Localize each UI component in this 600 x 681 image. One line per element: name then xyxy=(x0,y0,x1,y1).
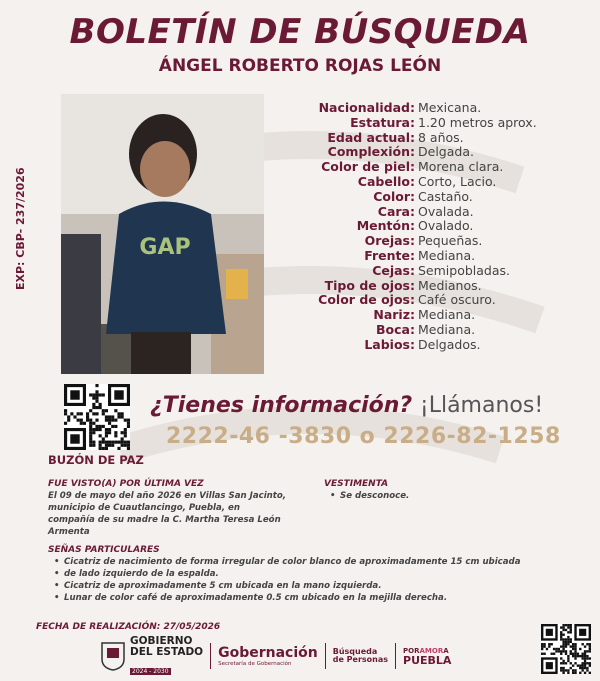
detail-row xyxy=(280,160,590,175)
last-seen-heading: FUE VISTO(A) POR ÚLTIMA VEZ xyxy=(48,479,204,489)
last-seen-line: Armenta xyxy=(48,527,90,537)
detail-row xyxy=(280,101,590,116)
detail-value: Delgados. xyxy=(418,336,481,352)
detail-value: 8 años. xyxy=(418,129,464,145)
detail-label: Color de piel: xyxy=(321,159,415,175)
detail-label: Nacionalidad: xyxy=(318,100,415,115)
detail-label: Cara: xyxy=(377,203,415,219)
phone-numbers: 2222-46 -3830 o 2226-82-1258 xyxy=(166,424,561,449)
detail-label: Cabello: xyxy=(357,173,415,189)
a-word: A xyxy=(443,646,449,655)
detail-value: Mediana. xyxy=(418,247,476,263)
detail-value: 1.20 metros aprox. xyxy=(418,114,537,130)
detail-row xyxy=(280,116,590,131)
detail-row xyxy=(280,131,590,146)
detail-row xyxy=(280,249,590,264)
logo-divider xyxy=(395,643,396,669)
detail-value: Ovalada. xyxy=(418,203,474,219)
clothing-heading: VESTIMENTA xyxy=(324,479,389,489)
person-name: ÁNGEL ROBERTO ROJAS LEÓN xyxy=(158,56,442,76)
busqueda-text: Búsqueda xyxy=(332,646,378,656)
busqueda-logo xyxy=(333,648,388,665)
por-word: POR xyxy=(403,646,420,655)
detail-value: Morena clara. xyxy=(418,159,504,175)
detail-value: Corto, Lacio. xyxy=(418,173,497,189)
detail-row xyxy=(280,219,590,234)
detail-value: Ovalado. xyxy=(418,218,474,234)
puebla-text: PUEBLA xyxy=(403,653,452,667)
footer-logos xyxy=(100,636,460,676)
detail-row xyxy=(280,234,590,249)
detail-row xyxy=(280,279,590,294)
gobierno-text: GOBIERNO xyxy=(130,634,193,647)
detail-row xyxy=(280,308,590,323)
mark-item-continued: • de lado izquierdo de la espalda. xyxy=(52,568,521,580)
call-text: ¡Llámanos! xyxy=(419,393,544,418)
detail-label: Color: xyxy=(373,188,415,204)
detail-row xyxy=(280,323,590,338)
last-seen-line: El 09 de mayo del año 2026 en Villas San Jacinto, xyxy=(48,491,287,501)
detail-value: Café oscuro. xyxy=(418,292,496,308)
detail-label: Mentón: xyxy=(356,218,415,234)
detail-value: Medianos. xyxy=(418,277,482,293)
info-question xyxy=(150,393,543,418)
last-seen-line: municipio de Cuautlancingo, Puebla, en xyxy=(48,503,240,513)
clothing-item: • Se desconoce. xyxy=(328,490,409,502)
physical-details xyxy=(280,101,590,353)
detail-value: Mediana. xyxy=(418,321,476,337)
detail-row xyxy=(280,293,590,308)
detail-row xyxy=(280,190,590,205)
last-seen-text xyxy=(48,490,286,538)
detail-value: Pequeñas. xyxy=(418,233,483,249)
info-question-text: ¿Tienes información? xyxy=(150,393,413,418)
gobernacion-text: Gobernación xyxy=(218,644,318,661)
state-seal-icon xyxy=(100,641,126,671)
detail-value: Castaño. xyxy=(418,188,473,204)
gobernacion-logo xyxy=(218,646,318,667)
years-text: 2024 - 2030 xyxy=(132,667,169,675)
detail-row xyxy=(280,145,590,160)
amor-word: AMOR xyxy=(419,646,444,655)
bulletin-title: BOLETÍN DE BÚSQUEDA xyxy=(69,12,531,52)
por-amor-puebla-logo xyxy=(403,647,451,666)
mark-item: • Cicatriz de nacimiento de forma irregular de color blanco de aproximadamente 15 cm ubicada xyxy=(52,556,521,568)
detail-label: Tipo de ojos: xyxy=(324,277,415,293)
gobernacion-sub: Secretaría de Gobernación xyxy=(218,660,292,667)
personas-text: de Personas xyxy=(332,655,389,664)
detail-row xyxy=(280,205,590,220)
detail-value: Semipobladas. xyxy=(418,262,511,278)
detail-label: Boca: xyxy=(376,321,415,337)
detail-value: Mediana. xyxy=(418,307,476,323)
detail-row xyxy=(280,338,590,353)
logo-divider xyxy=(325,643,326,669)
gobierno-logo xyxy=(100,636,203,677)
person-photo xyxy=(61,94,264,374)
marks-list xyxy=(52,556,521,604)
clothing-list xyxy=(328,490,409,502)
svg-text:GAP: GAP xyxy=(139,235,191,260)
marks-heading: SEÑAS PARTICULARES xyxy=(48,545,160,555)
mark-item: • Lunar de color café de aproximadamente 0.5 cm ubicado en la mejilla derecha. xyxy=(52,592,521,604)
detail-label: Frente: xyxy=(364,247,415,263)
detail-label: Orejas: xyxy=(364,233,415,249)
detail-row xyxy=(280,264,590,279)
last-seen-line: compañía de su madre la C. Martha Teresa León xyxy=(48,515,281,525)
detail-value: Delgada. xyxy=(418,144,474,160)
file-number: EXP: CBP- 237/2026 xyxy=(14,167,27,290)
mark-item: • Cicatriz de aproximadamente 5 cm ubicada en la mano izquierda. xyxy=(52,580,521,592)
detail-label: Complexión: xyxy=(327,144,415,160)
detail-value: Mexicana. xyxy=(418,100,482,115)
detail-label: Nariz: xyxy=(373,307,415,323)
detail-label: Cejas: xyxy=(372,262,415,278)
logo-divider xyxy=(210,643,211,669)
buzon-qr-code[interactable] xyxy=(64,384,130,450)
detail-label: Estatura: xyxy=(350,114,415,130)
del-estado-text: DEL ESTADO xyxy=(130,645,204,658)
buzon-label: BUZÓN DE PAZ xyxy=(48,453,144,467)
detail-label: Labios: xyxy=(364,336,415,352)
detail-label: Color de ojos: xyxy=(318,292,415,308)
detail-row xyxy=(280,175,590,190)
footer-qr-code[interactable] xyxy=(541,624,591,674)
detail-label: Edad actual: xyxy=(327,129,415,145)
creation-date: FECHA DE REALIZACIÓN: 27/05/2026 xyxy=(36,622,221,632)
